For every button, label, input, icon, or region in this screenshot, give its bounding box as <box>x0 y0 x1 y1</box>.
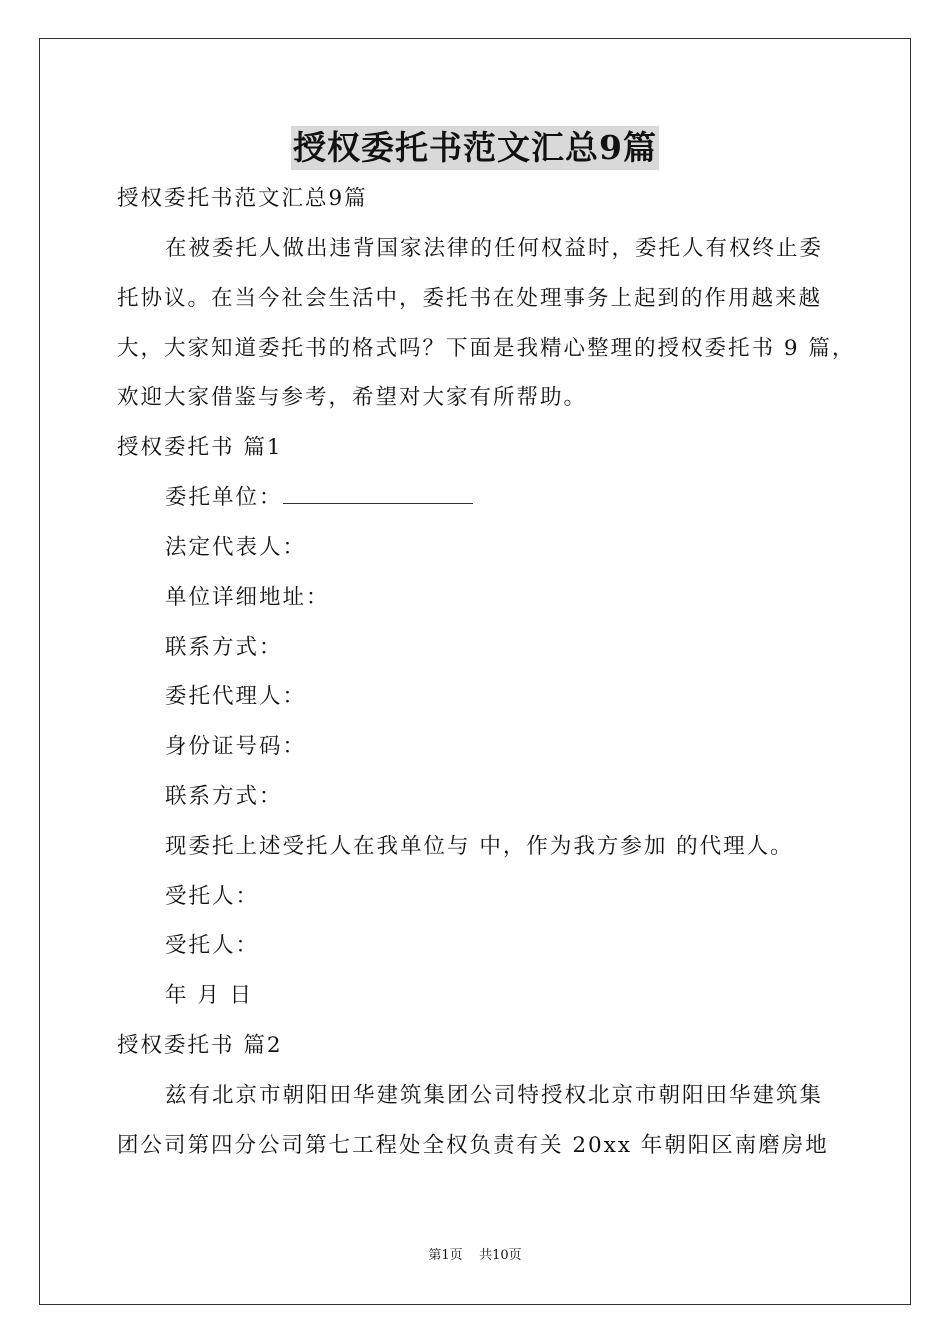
field-trustee-2: 受托人： <box>165 933 260 958</box>
date-line: 年 月 日 <box>165 983 254 1008</box>
field-address: 单位详细地址： <box>165 585 330 610</box>
document-subtitle: 授权委托书范文汇总9篇 <box>117 186 368 211</box>
statement-line: 现委托上述受托人在我单位与 中，作为我方参加 的代理人。 <box>165 834 794 859</box>
intro-line-4: 欢迎大家借鉴与参考，希望对大家有所帮助。 <box>117 385 588 410</box>
fill-in-blank <box>283 485 473 504</box>
page-border <box>39 38 911 1305</box>
page-footer: 第1页 共10页 <box>428 1248 522 1263</box>
section2-heading: 授权委托书 篇2 <box>117 1033 283 1058</box>
section2-line-1: 兹有北京市朝阳田华建筑集团公司特授权北京市朝阳田华建筑集 <box>165 1083 824 1108</box>
field-agent: 委托代理人： <box>165 684 307 709</box>
field-legal-rep: 法定代表人： <box>165 535 307 560</box>
field-id-number: 身份证号码： <box>165 734 307 759</box>
intro-line-2: 托协议。在当今社会生活中，委托书在处理事务上起到的作用越来越 <box>117 286 823 311</box>
field-contact-2: 联系方式： <box>165 784 283 809</box>
intro-line-3: 大，大家知道委托书的格式吗？下面是我精心整理的授权委托书 9 篇， <box>117 336 856 361</box>
field-contact-1: 联系方式： <box>165 635 283 660</box>
section1-heading: 授权委托书 篇1 <box>117 435 283 460</box>
title-container <box>0 126 950 170</box>
field-unit-label: 委托单位： <box>165 485 283 510</box>
document-title: 授权委托书范文汇总9篇 <box>291 126 659 170</box>
field-trustee-1: 受托人： <box>165 884 260 909</box>
section2-line-2: 团公司第四分公司第七工程处全权负责有关 20xx 年朝阳区南磨房地 <box>117 1133 829 1158</box>
intro-line-1: 在被委托人做出违背国家法律的任何权益时，委托人有权终止委 <box>165 236 824 261</box>
field-unit <box>165 483 885 513</box>
